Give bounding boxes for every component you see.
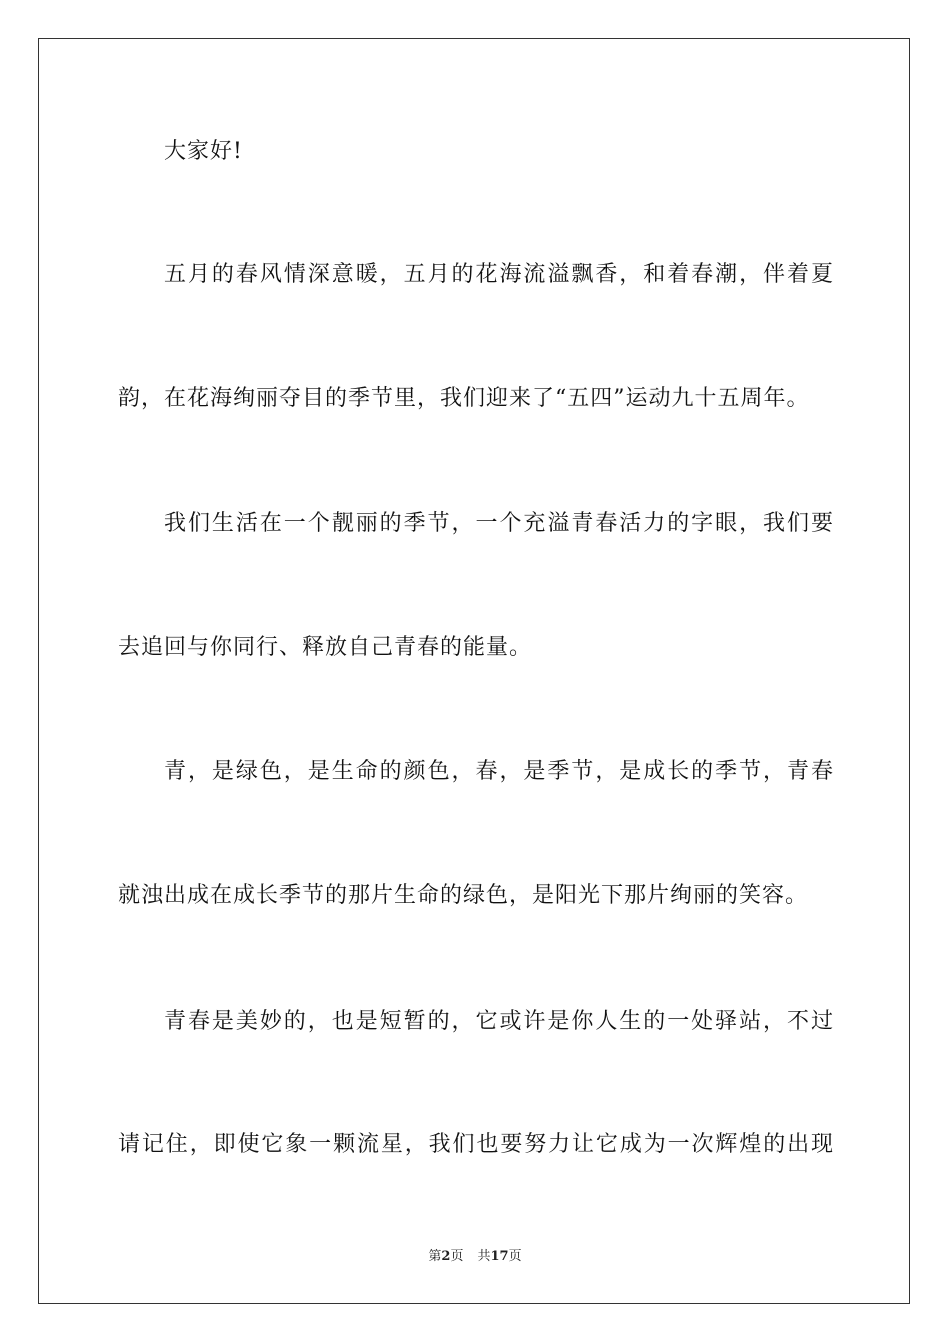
page-footer (0, 1248, 950, 1266)
paragraph-1-line-2: 韵，在花海绚丽夺目的季节里，我们迎来了“五四”运动九十五周年。 (118, 386, 810, 411)
paragraph-2-line-1: 我们生活在一个靓丽的季节，一个充溢青春活力的字眼，我们要 (164, 511, 834, 536)
paragraph-4-line-1: 青春是美妙的，也是短暂的，它或许是你人生的一处驿站，不过 (164, 1009, 834, 1034)
total-pages: 17 (490, 1249, 509, 1264)
page-suffix: 页 (450, 1249, 464, 1264)
total-suffix: 页 (508, 1249, 522, 1264)
page-border (38, 38, 910, 1304)
greeting-line: 大家好! (164, 139, 243, 164)
paragraph-2-line-2: 去追回与你同行、释放自己青春的能量。 (118, 635, 533, 660)
paragraph-3-line-2: 就浊出成在成长季节的那片生命的绿色，是阳光下那片绚丽的笑容。 (118, 883, 809, 908)
paragraph-1-line-1: 五月的春风情深意暖，五月的花海流溢飘香，和着春潮，伴着夏 (164, 262, 834, 287)
paragraph-3-line-1: 青，是绿色，是生命的颜色，春，是季节，是成长的季节，青春 (164, 759, 834, 784)
paragraph-4-line-2: 请记住，即使它象一颗流星，我们也要努力让它成为一次辉煌的出现 (118, 1132, 834, 1157)
page-number: 2 (441, 1249, 451, 1264)
page-prefix: 第 (428, 1249, 442, 1264)
total-prefix: 共 (477, 1249, 491, 1264)
